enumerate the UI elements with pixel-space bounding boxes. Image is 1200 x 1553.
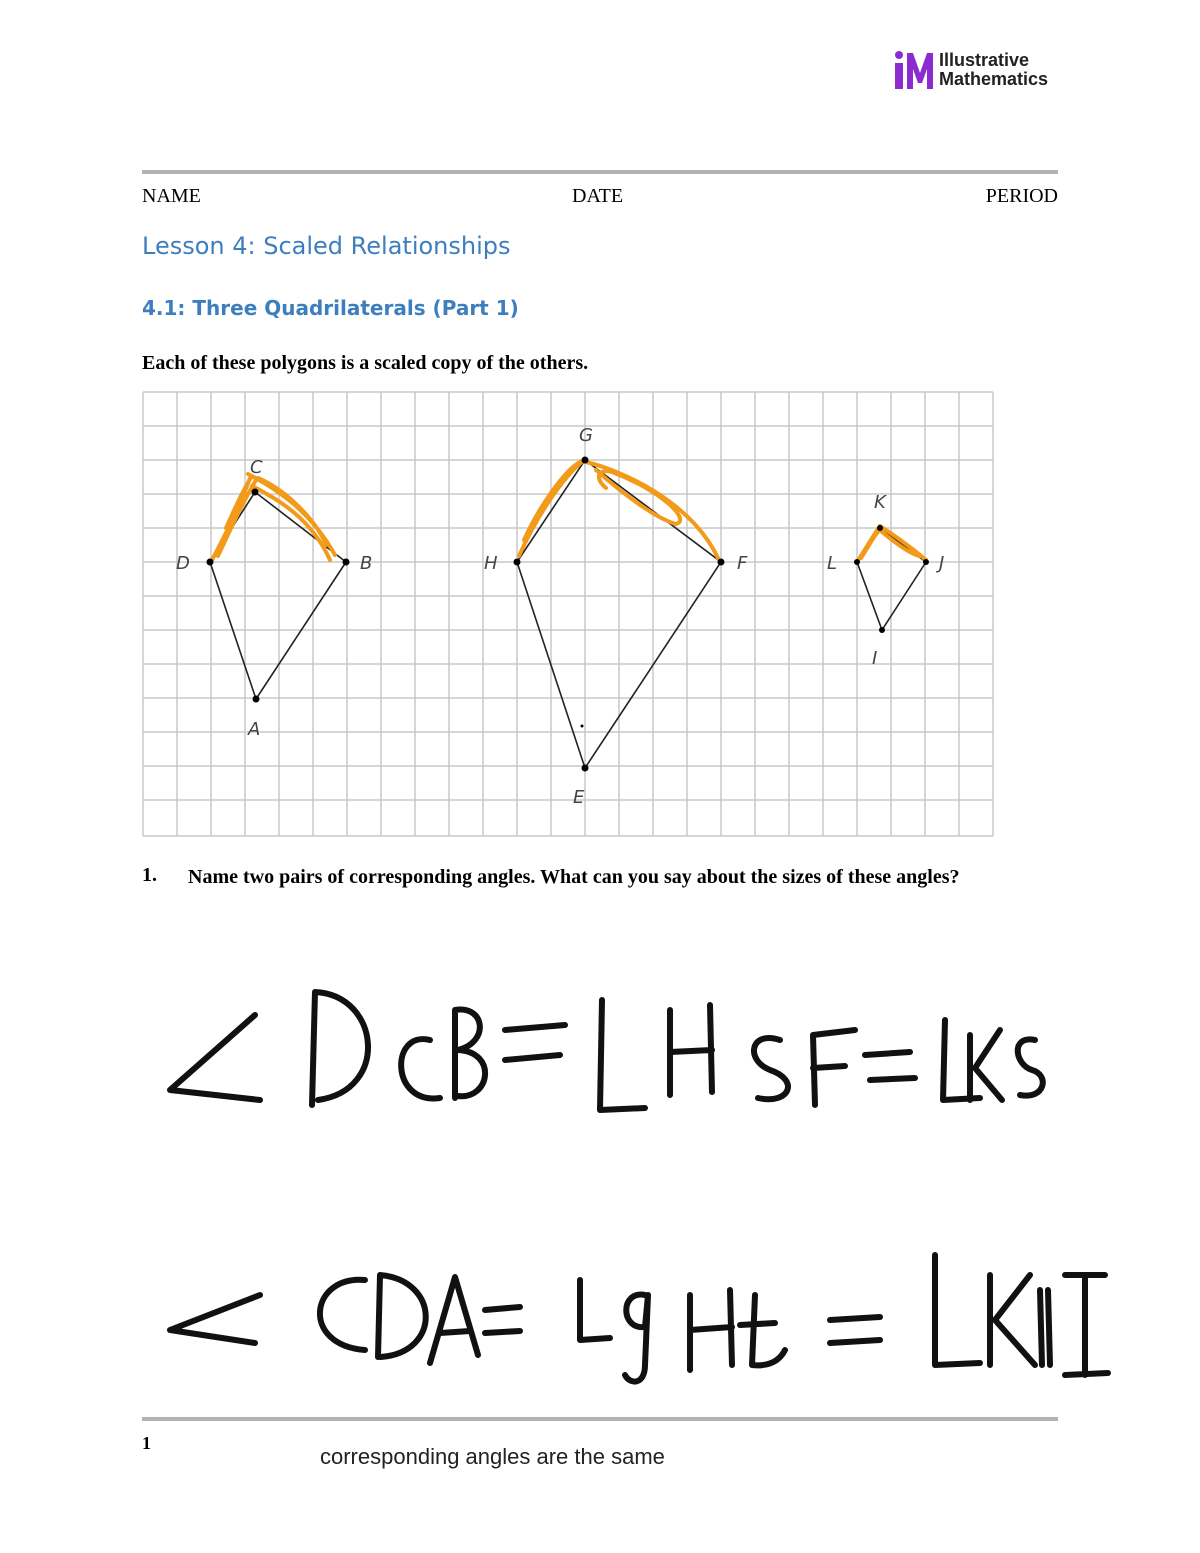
- label-f: F: [737, 553, 748, 574]
- label-l: L: [827, 553, 838, 574]
- quadrilaterals-figure: [142, 391, 996, 837]
- label-i: I: [872, 648, 878, 669]
- period-label: PERIOD: [985, 185, 1058, 207]
- lesson-title: Lesson 4: Scaled Relationships: [142, 232, 511, 260]
- vertex-points: [207, 457, 930, 772]
- label-k: K: [874, 492, 886, 513]
- logo-wordmark: [939, 51, 1048, 89]
- grid: [143, 392, 993, 836]
- activity-title: 4.1: Three Quadrilaterals (Part 1): [142, 296, 519, 320]
- question-number: 1.: [142, 864, 157, 886]
- label-h: H: [484, 553, 498, 574]
- typed-answer: corresponding angles are the same: [320, 1444, 665, 1469]
- label-d: D: [176, 553, 190, 574]
- label-c: C: [250, 457, 263, 478]
- label-j: J: [939, 553, 945, 574]
- question-text: Name two pairs of corresponding angles. What can you say about the sizes of these angles?: [188, 866, 960, 888]
- logo-line-2: Mathematics: [939, 69, 1049, 89]
- handwritten-answer-line-1: [140, 980, 1130, 1130]
- label-b: B: [360, 553, 373, 574]
- im-logo-icon: [893, 51, 933, 89]
- handwritten-answer-line-2: [140, 1235, 1130, 1395]
- logo-line-1: Illustrative: [939, 50, 1030, 70]
- orange-highlights: [212, 460, 926, 562]
- header-rule: [142, 170, 1058, 174]
- illustrative-mathematics-logo: [893, 50, 1048, 90]
- date-label: DATE: [572, 185, 624, 207]
- instructions: Each of these polygons is a scaled copy of the others.: [142, 352, 589, 374]
- page-number: 1: [142, 1433, 151, 1453]
- name-label: NAME: [142, 185, 201, 207]
- label-g: G: [579, 425, 593, 446]
- label-a: A: [248, 719, 261, 740]
- footer-rule: [142, 1417, 1058, 1421]
- label-e: E: [573, 787, 585, 808]
